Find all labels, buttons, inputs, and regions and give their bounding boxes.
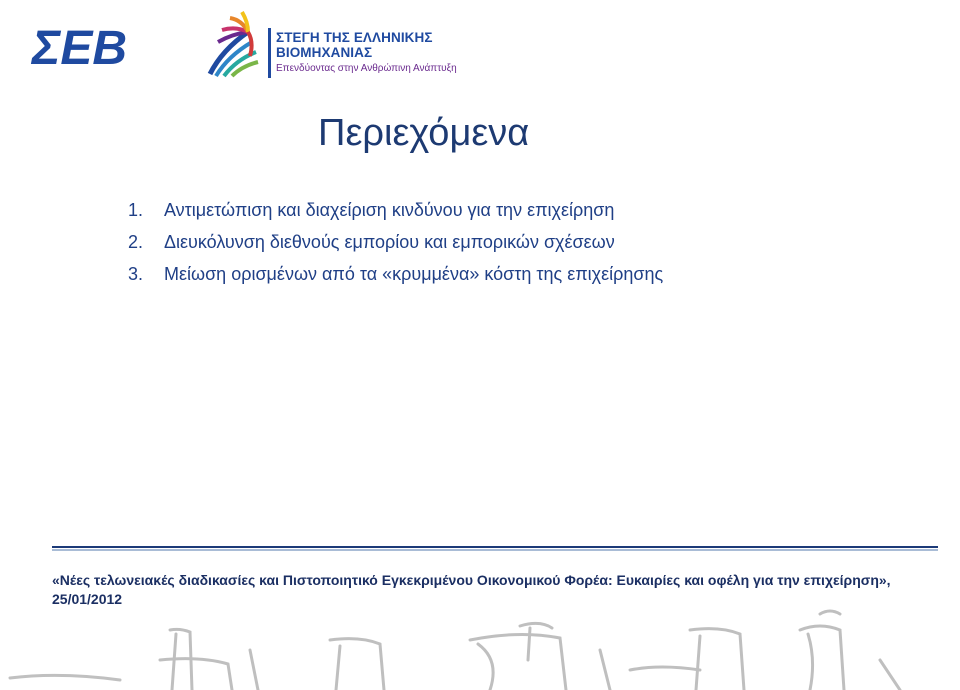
toc-item-text: Διευκόλυνση διεθνούς εμπορίου και εμπορικών σχέσεων xyxy=(164,232,615,252)
toc-item-number: 3. xyxy=(128,264,144,284)
logo-acronym: ΣΕΒ xyxy=(32,22,128,75)
seb-logo-mark xyxy=(30,4,266,84)
toc-item xyxy=(128,232,908,264)
toc-item-number: 2. xyxy=(128,232,144,252)
toc-item-number: 1. xyxy=(128,200,144,220)
logo-wordmark xyxy=(276,30,457,76)
logo-line-1: ΣΤΕΓΗ ΤΗΣ ΕΛΛΗΝΙΚΗΣ xyxy=(276,30,433,45)
toc-item xyxy=(128,264,908,296)
footer-divider xyxy=(52,546,938,548)
logo-divider xyxy=(268,28,271,78)
footer-citation: «Νέες τελωνειακές διαδικασίες και Πιστοποιητικό Εγκεκριμένου Οικονομικού Φορέα: Ευκαιρίες και οφέλη για την επιχείρηση», 25/01/2012 xyxy=(52,572,891,607)
toc-item-text: Αντιμετώπιση και διαχείριση κινδύνου για την επιχείρηση xyxy=(164,200,615,220)
logo-line-2: ΒΙΟΜΗΧΑΝΙΑΣ xyxy=(276,45,373,60)
table-of-contents xyxy=(128,200,908,296)
footer-divider-shadow xyxy=(52,549,938,551)
swoosh-icon xyxy=(210,12,258,76)
toc-item-text: Μείωση ορισμένων από τα «κρυμμένα» κόστη της επιχείρησης xyxy=(164,264,664,284)
seb-logo xyxy=(30,4,457,84)
toc-item xyxy=(128,200,908,232)
logo-tagline: Επενδύοντας στην Ανθρώπινη Ανάπτυξη xyxy=(276,63,457,74)
meeting-sketch-illustration xyxy=(0,600,960,690)
page-title: Περιεχόμενα xyxy=(318,112,530,154)
